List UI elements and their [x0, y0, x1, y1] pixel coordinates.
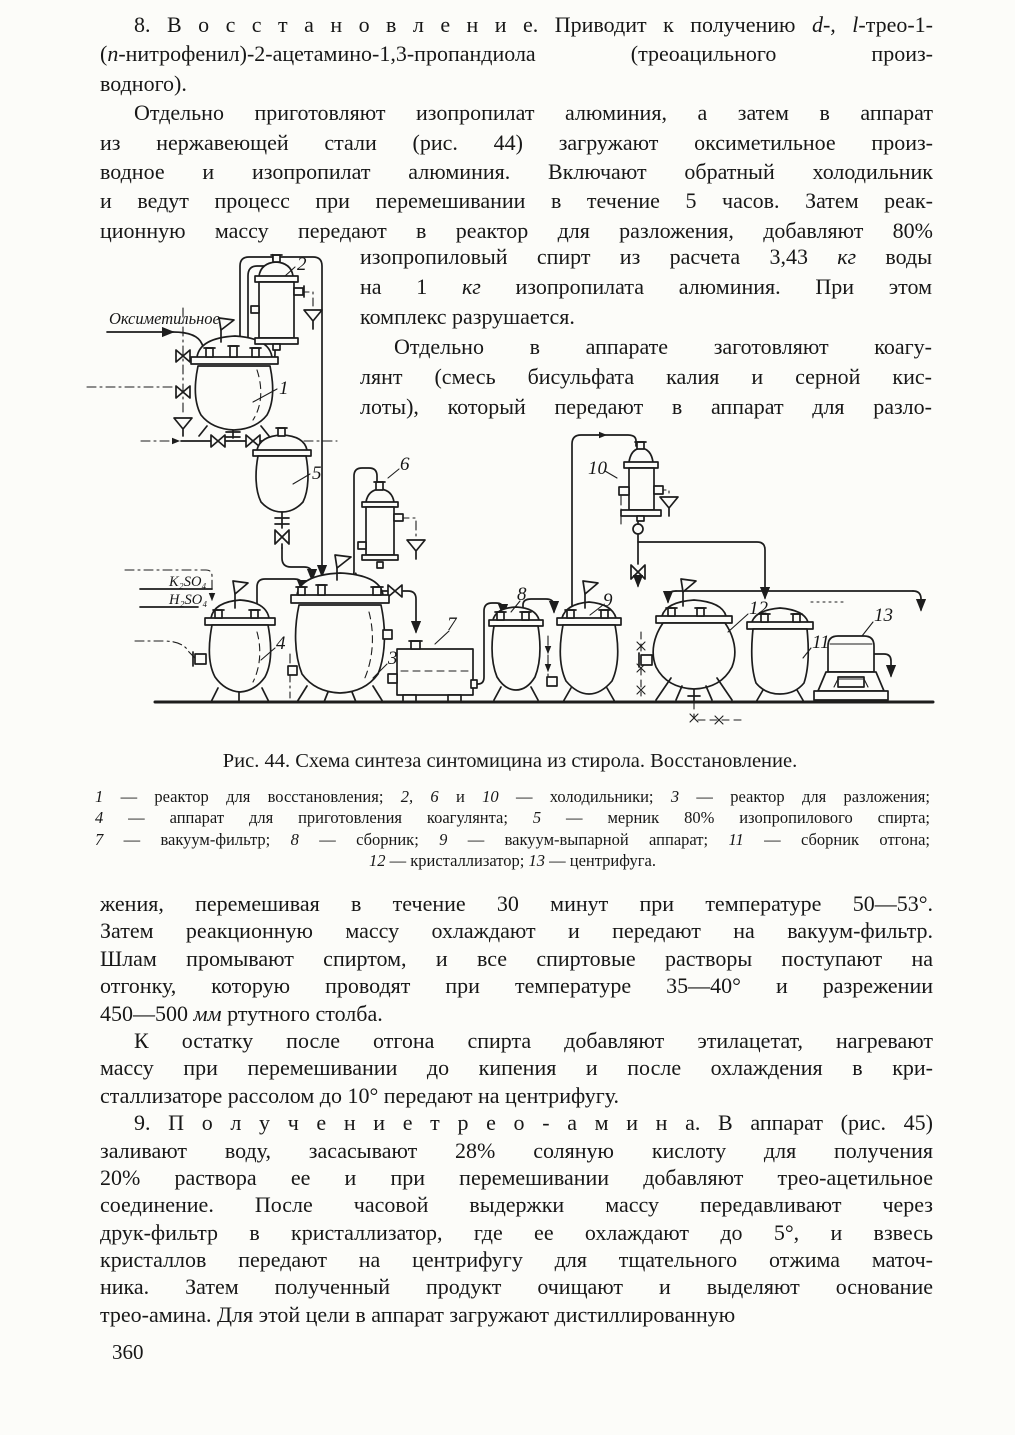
body-line: Затем реакционную массу охлаждают и передают на вакуум-фильтр.	[100, 918, 933, 944]
figure-number-12: 12	[749, 598, 768, 619]
body-line: ника. Затем полученный продукт очищают и выделяют основание	[100, 1274, 933, 1300]
figure-label-oxymethyl: Оксиметильное	[109, 309, 220, 328]
body-line: изопропиловый спирт из расчета 3,43 кг воды	[360, 244, 932, 269]
legend-line: 7 — вакуум-фильтр; 8 — сборник; 9 — вакуум-выпарной аппарат; 11 — сборник отгона;	[95, 829, 930, 849]
figure-diagram	[85, 250, 935, 750]
distillate-receiver-11	[747, 608, 813, 702]
body-line: отгонку, которую проводят при температуре 35—40° и разрежении	[100, 973, 933, 999]
body-line: водного).	[100, 70, 187, 96]
body-line: заливают воду, засасывают 28% соляную кислоту для получения	[100, 1137, 933, 1163]
body-line: Отдельно приготовляют изопропилат алюминия, а затем в аппарат	[134, 100, 933, 126]
condenser-10	[619, 442, 663, 521]
body-line: и ведут процесс при перемешивании в течение 5 часов. Затем реак-	[100, 188, 933, 214]
body-line: жения, перемешивая в течение 30 минут при температуре 50—53°.	[100, 891, 933, 916]
figure-number-8: 8	[517, 584, 527, 605]
figure-number-9: 9	[603, 590, 613, 611]
figure-number-11: 11	[812, 632, 830, 653]
crystallizer-12	[639, 579, 735, 700]
body-line: (n-нитрофенил)-2-ацетамино-1,3-пропандиола (треоацильного произ-	[100, 41, 933, 67]
decomposition-reactor-3	[288, 555, 392, 702]
body-line: Шлам промывают спиртом, и все спиртовые растворы поступают на	[100, 945, 933, 971]
page-number: 360	[112, 1340, 144, 1364]
body-line: друк-фильтр в кристаллизатор, где ее охлаждают до 5°, и взвесь	[100, 1219, 933, 1245]
vacuum-filter-7	[388, 641, 477, 702]
top-text-block	[100, 10, 933, 245]
legend-line: 1 — реактор для восстановления; 2, 6 и 10 — холодильники; 3 — реактор для разложения;	[95, 787, 930, 806]
legend-line: 4 — аппарат для приготовления коагулянта; 5 — мерник 80% изопропилового спирта;	[95, 808, 930, 828]
body-line: соединение. После часовой выдержки массу передавливают через	[100, 1192, 933, 1218]
figure-caption: Рис. 44. Схема синтеза синтомицина из стирола. Восстановление.	[222, 750, 798, 772]
body-line: кристаллов передают на центрифугу для тщательного отжима маточ-	[100, 1247, 933, 1273]
figure-number-10: 10	[588, 458, 607, 479]
figure-number-4: 4	[276, 633, 286, 654]
body-line: на 1 кг изопропилата алюминия. При этом	[360, 274, 932, 299]
body-line: ционную массу передают в реактор для разложения, добавляют 80%	[100, 217, 933, 243]
body-line: 450—500 мм ртутного столба.	[100, 1000, 383, 1026]
body-line: водное и изопропилат алюминия. Включают обратный холодильник	[100, 158, 933, 184]
measuring-tank-5	[253, 428, 311, 548]
body-line: лянт (смесь бисульфата калия и серной кис-	[360, 364, 932, 389]
body-line: 8. В о с с т а н о в л е н и е. Приводит к получению d-, l-трео-1-	[134, 12, 933, 37]
figure-legend	[95, 786, 930, 872]
figure-number-6: 6	[400, 454, 410, 475]
figure-number-7: 7	[447, 614, 457, 635]
body-line: 9. П о л у ч е н и е т р е о - а м и н а. В аппарат (рис. 45)	[134, 1110, 933, 1136]
body-line: комплекс разрушается.	[360, 304, 575, 329]
body-line: массу при перемешивании до кипения и после охлаждения в кри-	[100, 1055, 933, 1081]
legend-line: 12 — кристаллизатор; 13 — центрифуга.	[369, 851, 656, 871]
body-line: сталлизаторе рассолом до 10° передают на центрифугу.	[100, 1082, 620, 1108]
figure-number-13: 13	[874, 605, 893, 626]
figure-number-5: 5	[312, 463, 322, 484]
figure-label-k2so4: K₂SO₄	[169, 574, 207, 590]
condenser-6	[358, 482, 403, 568]
body-line: лоты), который передают в аппарат для разло-	[360, 394, 932, 419]
body-line: 20% раствора ее и при перемешивании добавляют трео-ацетильное	[100, 1164, 933, 1190]
lower-text-block	[100, 890, 933, 1328]
figure-number-2: 2	[297, 254, 307, 275]
figure-number-3: 3	[388, 648, 398, 669]
body-line: трео-амина. Для этой цели в аппарат загружают дистиллированную	[100, 1301, 736, 1327]
figure-label-h2so4: H₂SO₄	[169, 592, 208, 608]
body-line: Отдельно в аппарате заготовляют коагу-	[394, 334, 932, 359]
body-line: К остатку после отгона спирта добавляют этилацетат, нагревают	[134, 1027, 933, 1053]
body-line: из нержавеющей стали (рис. 44) загружают оксиметильное произ-	[100, 129, 933, 155]
collector-8	[489, 607, 543, 700]
figure-number-1: 1	[279, 378, 289, 399]
